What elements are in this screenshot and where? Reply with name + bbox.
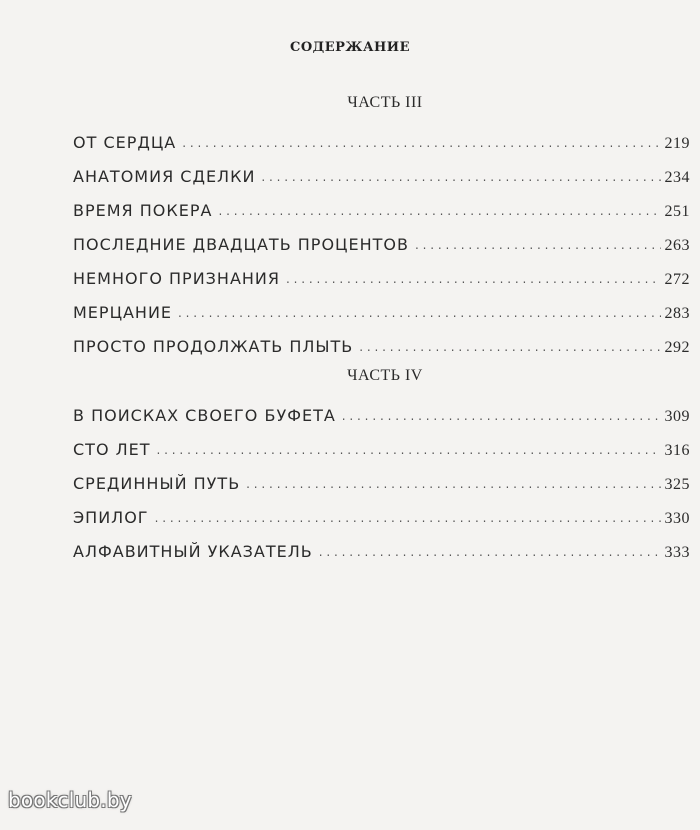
toc-entry-page: 234 — [664, 169, 690, 186]
toc-entry — [73, 433, 690, 467]
toc-entry-title: АЛФАВИТНЫЙ УКАЗАТЕЛЬ — [73, 542, 313, 561]
toc-entry — [73, 262, 690, 296]
dot-leader — [342, 399, 661, 433]
toc-entry — [73, 296, 690, 330]
toc-entry-title: НЕМНОГО ПРИЗНАНИЯ — [73, 269, 281, 288]
toc-title: СОДЕРЖАНИЕ — [289, 40, 411, 55]
toc-entry — [73, 501, 690, 535]
dot-leader — [261, 160, 660, 194]
dot-leader — [218, 194, 660, 228]
toc-entry-title: В ПОИСКАХ СВОЕГО БУФЕТА — [73, 406, 336, 425]
toc-list-part-3 — [73, 126, 690, 364]
toc-entry — [73, 228, 690, 262]
dot-leader — [359, 330, 660, 364]
toc-entry-title: ЭПИЛОГ — [73, 508, 149, 527]
toc-entry-page: 309 — [664, 408, 690, 425]
toc-entry — [73, 160, 690, 194]
toc-entry-page: 330 — [664, 510, 690, 527]
dot-leader — [182, 126, 660, 160]
dot-leader — [319, 535, 661, 569]
dot-leader — [178, 296, 660, 330]
part-heading: ЧАСТЬ III — [347, 94, 423, 111]
toc-entry — [73, 535, 690, 569]
dot-leader — [415, 228, 661, 262]
dot-leader — [286, 262, 660, 296]
dot-leader — [155, 501, 661, 535]
toc-entry-page: 251 — [664, 203, 690, 220]
toc-entry-title: СТО ЛЕТ — [73, 440, 151, 459]
toc-entry — [73, 467, 690, 501]
toc-entry-page: 272 — [664, 271, 690, 288]
toc-entry — [73, 194, 690, 228]
toc-entry — [73, 126, 690, 160]
toc-entry — [73, 399, 690, 433]
toc-entry-title: АНАТОМИЯ СДЕЛКИ — [73, 167, 256, 186]
toc-entry-page: 333 — [664, 544, 690, 561]
toc-entry-page: 219 — [664, 135, 690, 152]
toc-entry-title: ВРЕМЯ ПОКЕРА — [73, 201, 213, 220]
dot-leader — [246, 467, 660, 501]
toc-entry-page: 283 — [664, 305, 690, 322]
site-watermark: bookclub.by — [8, 788, 132, 812]
part-heading: ЧАСТЬ IV — [347, 367, 423, 384]
toc-entry-title: СРЕДИННЫЙ ПУТЬ — [73, 474, 241, 493]
toc-entry-title: ПОСЛЕДНИЕ ДВАДЦАТЬ ПРОЦЕНТОВ — [73, 235, 409, 254]
toc-list-part-4 — [73, 399, 690, 569]
dot-leader — [157, 433, 661, 467]
toc-entry — [73, 330, 690, 364]
toc-entry-page: 292 — [664, 339, 690, 356]
toc-entry-page: 316 — [664, 442, 690, 459]
toc-entry-page: 325 — [664, 476, 690, 493]
toc-entry-title: ПРОСТО ПРОДОЛЖАТЬ ПЛЫТЬ — [73, 337, 354, 356]
toc-entry-title: МЕРЦАНИЕ — [73, 303, 173, 322]
toc-entry-title: ОТ СЕРДЦА — [73, 133, 177, 152]
toc-entry-page: 263 — [664, 237, 690, 254]
